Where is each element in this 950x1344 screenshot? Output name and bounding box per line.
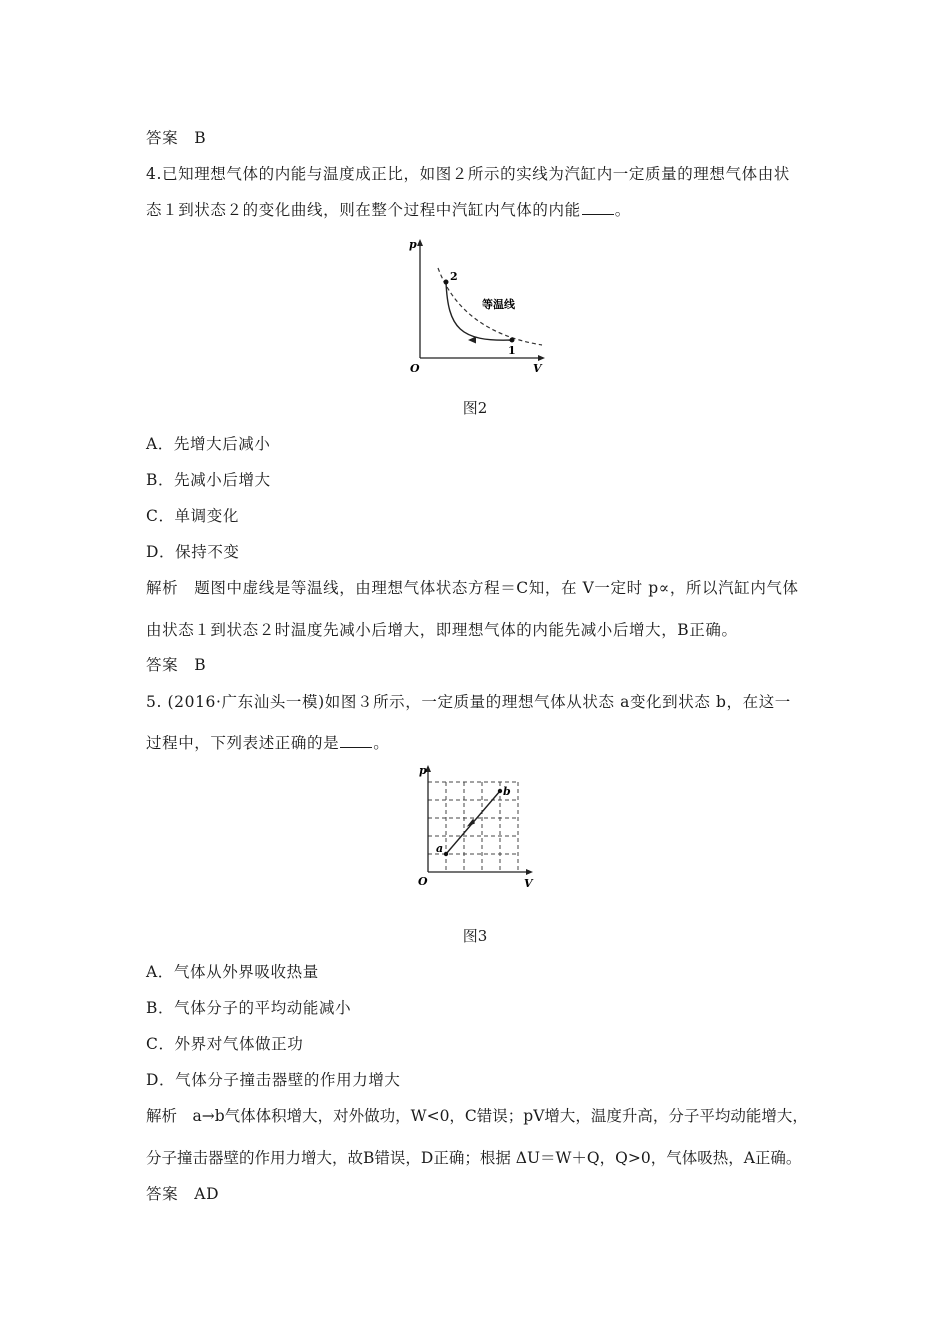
y-axis-label: p	[409, 238, 417, 251]
process-solid-curve	[446, 282, 512, 340]
figure-3-caption: 图3	[462, 927, 488, 945]
q5-stem-end: 。	[373, 734, 390, 752]
q4-stem-line2	[146, 200, 631, 220]
q5-answer-blank	[340, 733, 372, 748]
state-2-point	[444, 280, 449, 285]
q4-stem-text: 态１到状态２的变化曲线，则在整个过程中汽缸内气体的内能	[146, 201, 581, 219]
x-axis-arrow	[526, 869, 533, 875]
q4-option-a: A．先增大后减小	[146, 435, 271, 453]
q5-option-b: B．气体分子的平均动能减小	[146, 999, 352, 1017]
y-axis-label: p	[419, 764, 427, 777]
q4-analysis-line1: 解析 题图中虚线是等温线，由理想气体状态方程＝C知，在 V一定时 p∝，所以汽缸内气体	[146, 579, 799, 597]
q5-answer: 答案 AD	[146, 1185, 220, 1203]
origin-label: O	[410, 362, 420, 375]
q5-stem-line1: 5. (2016·广东汕头一模)如图３所示，一定质量的理想气体从状态 a变化到状态 b，在这一	[146, 693, 791, 711]
x-axis-label: V	[533, 362, 542, 375]
q4-option-b: B．先减小后增大	[146, 471, 271, 489]
direction-arrow	[469, 820, 474, 825]
state-1-point	[510, 338, 515, 343]
state-2-label: 2	[450, 270, 458, 283]
state-b-point	[498, 789, 502, 793]
figure-2-caption: 图2	[462, 399, 488, 417]
q5-stem-line2	[146, 733, 389, 753]
x-axis-arrow	[538, 355, 545, 361]
q5-analysis-line1: 解析 a→b气体体积增大，对外做功，W<0，C错误；pV增大，温度升高，分子平均动能增大，	[146, 1107, 808, 1125]
state-1-label: 1	[508, 344, 516, 357]
q5-analysis-line2: 分子撞击器壁的作用力增大，故B错误，D正确；根据 ΔU＝W＋Q，Q>0，气体吸热，A正确。	[146, 1149, 802, 1167]
q5-option-c: C．外界对气体做正功	[146, 1035, 304, 1053]
figure-3-pv-line	[408, 762, 548, 892]
isotherm-label: 等温线	[482, 298, 515, 311]
previous-answer: 答案 B	[146, 129, 207, 147]
q5-stem-text: 过程中，下列表述正确的是	[146, 734, 340, 752]
q5-option-a: A．气体从外界吸收热量	[146, 963, 319, 981]
q4-answer-blank	[582, 200, 614, 215]
q4-stem-line1: 4.已知理想气体的内能与温度成正比，如图２所示的实线为汽缸内一定质量的理想气体由状	[146, 165, 790, 183]
state-a-point	[444, 852, 448, 856]
q4-analysis-line2: 由状态１到状态２时温度先减小后增大，即理想气体的内能先减小后增大，B正确。	[146, 621, 738, 639]
figure-2-pv-curve	[400, 232, 560, 382]
state-b-label: b	[503, 785, 511, 798]
y-axis-arrow	[417, 239, 423, 246]
q4-answer: 答案 B	[146, 656, 207, 674]
q4-option-d: D．保持不变	[146, 543, 240, 561]
state-a-label: a	[436, 842, 444, 855]
q5-option-d: D．气体分子撞击器壁的作用力增大	[146, 1071, 401, 1089]
direction-arrow	[468, 337, 476, 344]
q4-stem-end: 。	[614, 201, 631, 219]
q4-option-c: C．单调变化	[146, 507, 239, 525]
origin-label: O	[418, 875, 428, 888]
x-axis-label: V	[524, 877, 533, 890]
